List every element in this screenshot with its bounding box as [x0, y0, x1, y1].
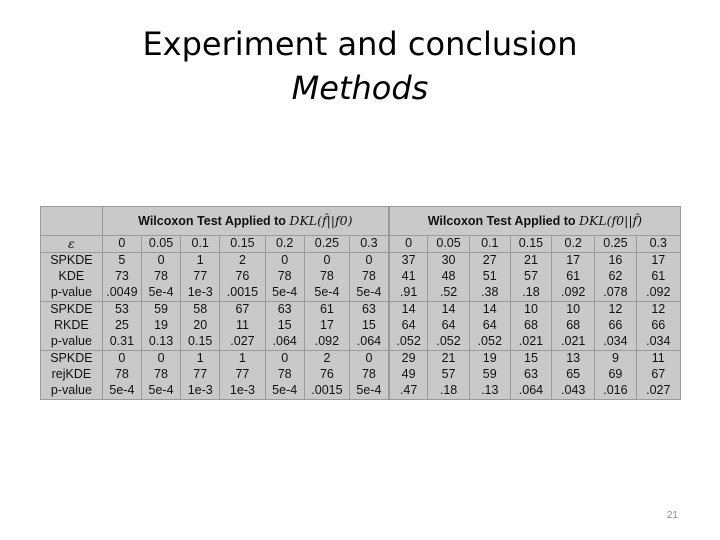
row-label: p-value: [41, 334, 103, 351]
slide-title: [0, 22, 720, 110]
table-cell: 73: [102, 269, 141, 285]
table-cell: 62: [595, 269, 636, 285]
table-cell: 78: [265, 269, 304, 285]
table-cell: 78: [304, 269, 349, 285]
table-cell: 49: [389, 367, 428, 383]
epsilon-cell: 0.2: [552, 236, 595, 253]
table-row: [41, 318, 681, 334]
table-cell: 78: [141, 367, 180, 383]
epsilon-cell: 0.15: [220, 236, 265, 253]
header-left-formula: DKL(f̂||f0): [289, 212, 353, 228]
table-cell: .092: [636, 285, 680, 302]
table-cell: 10: [552, 302, 595, 319]
row-label: SPKDE: [41, 253, 103, 270]
table-cell: 64: [469, 318, 510, 334]
table-cell: 65: [552, 367, 595, 383]
header-right: [389, 207, 681, 236]
table-cell: 63: [265, 302, 304, 319]
table-cell: 63: [350, 302, 389, 319]
table-cell: 1: [181, 351, 220, 368]
table-cell: 66: [636, 318, 680, 334]
table-row: [41, 253, 681, 270]
table-cell: 11: [220, 318, 265, 334]
table-cell: 1: [181, 253, 220, 270]
table-cell: 77: [181, 367, 220, 383]
table-cell: 77: [181, 269, 220, 285]
table-cell: 2: [304, 351, 349, 368]
epsilon-cell: 0.25: [304, 236, 349, 253]
table-cell: 64: [428, 318, 469, 334]
table-cell: 17: [636, 253, 680, 270]
table-cell: 14: [389, 302, 428, 319]
table-cell: .021: [510, 334, 551, 351]
table-cell: 15: [350, 318, 389, 334]
table-cell: .064: [350, 334, 389, 351]
epsilon-cell: 0: [102, 236, 141, 253]
table-cell: 61: [552, 269, 595, 285]
table-cell: 1: [220, 351, 265, 368]
header-right-prefix: Wilcoxon Test Applied to: [427, 213, 576, 228]
table-cell: 2: [220, 253, 265, 270]
table-cell: 14: [469, 302, 510, 319]
table-cell: 57: [510, 269, 551, 285]
table-cell: 53: [102, 302, 141, 319]
epsilon-cell: 0.1: [469, 236, 510, 253]
table-cell: 0: [304, 253, 349, 270]
table-cell: .064: [265, 334, 304, 351]
epsilon-cell: 0.1: [181, 236, 220, 253]
table-cell: 0: [265, 351, 304, 368]
table-cell: 1e-3: [181, 285, 220, 302]
table-cell: 57: [428, 367, 469, 383]
table-cell: 68: [552, 318, 595, 334]
table-cell: 78: [265, 367, 304, 383]
table-cell: 0: [350, 253, 389, 270]
table-cell: .0049: [102, 285, 141, 302]
table-cell: 59: [141, 302, 180, 319]
table-cell: 64: [389, 318, 428, 334]
table-cell: 1e-3: [181, 383, 220, 400]
table-cell: 20: [181, 318, 220, 334]
header-left: [102, 207, 388, 236]
table-row: [41, 367, 681, 383]
table-cell: .18: [428, 383, 469, 400]
row-label: SPKDE: [41, 302, 103, 319]
table-cell: 58: [181, 302, 220, 319]
table-header-row: [41, 207, 681, 236]
table-cell: 14: [428, 302, 469, 319]
table-cell: .016: [595, 383, 636, 400]
table-row: [41, 269, 681, 285]
row-label: SPKDE: [41, 351, 103, 368]
table-cell: 17: [304, 318, 349, 334]
table-cell: .0015: [304, 383, 349, 400]
table-row: [41, 334, 681, 351]
table-cell: 77: [220, 367, 265, 383]
table-cell: 61: [636, 269, 680, 285]
table-cell: 25: [102, 318, 141, 334]
table-cell: 15: [510, 351, 551, 368]
table-cell: 5e-4: [265, 383, 304, 400]
table-cell: .47: [389, 383, 428, 400]
table-cell: .38: [469, 285, 510, 302]
table-row: [41, 351, 681, 368]
table-cell: .052: [389, 334, 428, 351]
row-label: RKDE: [41, 318, 103, 334]
epsilon-cell: 0: [389, 236, 428, 253]
table-cell: 0: [102, 351, 141, 368]
table-cell: 5e-4: [265, 285, 304, 302]
table-cell: 19: [141, 318, 180, 334]
table-cell: .18: [510, 285, 551, 302]
wilcoxon-results-table: [40, 206, 681, 400]
table-cell: 63: [510, 367, 551, 383]
epsilon-cell: 0.05: [428, 236, 469, 253]
slide-title-line1: Experiment and conclusion: [142, 25, 578, 63]
epsilon-cell: 0.2: [265, 236, 304, 253]
table-cell: .052: [428, 334, 469, 351]
header-left-prefix: Wilcoxon Test Applied to: [138, 213, 286, 228]
table-cell: .092: [304, 334, 349, 351]
table-cell: 5: [102, 253, 141, 270]
table-cell: 21: [428, 351, 469, 368]
row-label: rejKDE: [41, 367, 103, 383]
table-cell: 78: [350, 269, 389, 285]
row-label: p-value: [41, 285, 103, 302]
table-cell: 0: [141, 351, 180, 368]
table-cell: 17: [552, 253, 595, 270]
table-cell: 59: [469, 367, 510, 383]
epsilon-cell: 0.3: [350, 236, 389, 253]
table-row: [41, 383, 681, 400]
table-cell: .052: [469, 334, 510, 351]
table-cell: 48: [428, 269, 469, 285]
table-cell: 37: [389, 253, 428, 270]
row-label: p-value: [41, 383, 103, 400]
table-cell: 66: [595, 318, 636, 334]
table-cell: 30: [428, 253, 469, 270]
table-cell: 0.15: [181, 334, 220, 351]
table-cell: .0015: [220, 285, 265, 302]
table-cell: .092: [552, 285, 595, 302]
table-cell: 5e-4: [350, 285, 389, 302]
table-cell: 13: [552, 351, 595, 368]
table-cell: 5e-4: [102, 383, 141, 400]
table-cell: 12: [636, 302, 680, 319]
table-cell: .52: [428, 285, 469, 302]
table-cell: 0: [350, 351, 389, 368]
table-cell: 5e-4: [141, 285, 180, 302]
table-cell: .078: [595, 285, 636, 302]
table-cell: .043: [552, 383, 595, 400]
epsilon-label: ε: [41, 236, 103, 253]
epsilon-cell: 0.3: [636, 236, 680, 253]
table-cell: .027: [220, 334, 265, 351]
table-cell: 9: [595, 351, 636, 368]
epsilon-cell: 0.25: [595, 236, 636, 253]
table-cell: 19: [469, 351, 510, 368]
table-cell: .064: [510, 383, 551, 400]
table-cell: 61: [304, 302, 349, 319]
table-cell: 11: [636, 351, 680, 368]
table-row: [41, 285, 681, 302]
slide-subtitle: Methods: [291, 69, 429, 107]
table-cell: 67: [636, 367, 680, 383]
table-cell: 51: [469, 269, 510, 285]
table-cell: .91: [389, 285, 428, 302]
page-number: 21: [666, 510, 678, 521]
table-cell: .034: [595, 334, 636, 351]
table-cell: 16: [595, 253, 636, 270]
table-cell: 1e-3: [220, 383, 265, 400]
results-table-container: [40, 206, 681, 400]
table-cell: 0.13: [141, 334, 180, 351]
table-cell: .13: [469, 383, 510, 400]
table-cell: 78: [350, 367, 389, 383]
epsilon-row: [41, 236, 681, 253]
table-cell: 78: [141, 269, 180, 285]
epsilon-cell: 0.15: [510, 236, 551, 253]
table-cell: 76: [304, 367, 349, 383]
table-cell: 67: [220, 302, 265, 319]
table-cell: .021: [552, 334, 595, 351]
table-row: [41, 302, 681, 319]
table-cell: 27: [469, 253, 510, 270]
table-cell: 10: [510, 302, 551, 319]
table-cell: 68: [510, 318, 551, 334]
header-right-formula: DKL(f0||f̂): [579, 212, 643, 228]
table-cell: 41: [389, 269, 428, 285]
row-label: KDE: [41, 269, 103, 285]
table-cell: 12: [595, 302, 636, 319]
table-cell: 21: [510, 253, 551, 270]
table-cell: 5e-4: [350, 383, 389, 400]
table-cell: 0: [141, 253, 180, 270]
table-cell: 5e-4: [304, 285, 349, 302]
table-cell: 29: [389, 351, 428, 368]
table-cell: .027: [636, 383, 680, 400]
table-cell: 0: [265, 253, 304, 270]
table-cell: 15: [265, 318, 304, 334]
table-cell: 69: [595, 367, 636, 383]
table-cell: 76: [220, 269, 265, 285]
table-cell: .034: [636, 334, 680, 351]
table-cell: 78: [102, 367, 141, 383]
corner-cell: [41, 207, 103, 236]
epsilon-cell: 0.05: [141, 236, 180, 253]
table-cell: 0.31: [102, 334, 141, 351]
table-cell: 5e-4: [141, 383, 180, 400]
